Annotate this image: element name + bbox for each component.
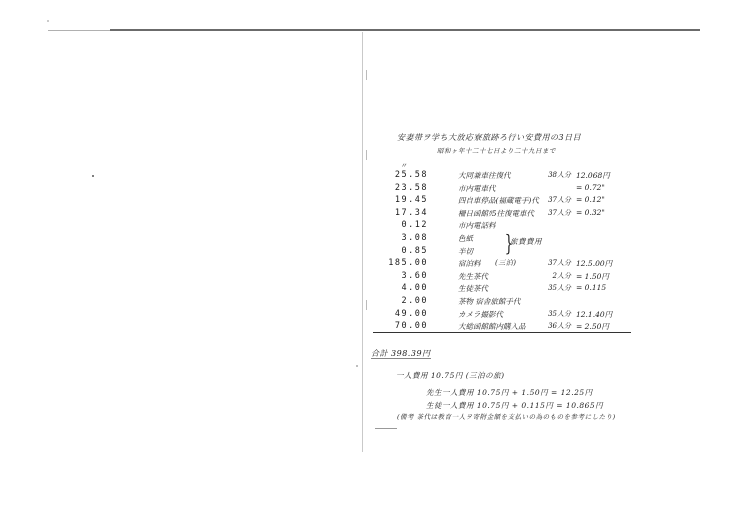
document-subtitle: 昭和ヶ年十二十七日より二十九日まで bbox=[437, 147, 556, 155]
fold-mark bbox=[366, 300, 367, 310]
total-line: 合計 398.39円 bbox=[371, 349, 431, 358]
row-label: 生徒茶代 bbox=[458, 284, 488, 293]
row-price: = 2.50円 bbox=[576, 322, 609, 331]
row-label: カメラ撮影代 bbox=[458, 310, 503, 319]
row-amount: 49.00 bbox=[394, 309, 428, 319]
row-label: 柵日函館ﾘ5往復電車代 bbox=[458, 209, 535, 218]
page-fold bbox=[362, 32, 363, 452]
row-amount: 185.00 bbox=[388, 258, 428, 268]
per-person-line: 一人費用 10.75円 (三泊の旅) bbox=[396, 371, 505, 380]
row-qty: 37人分 bbox=[548, 196, 571, 204]
qty-paren: (三泊) bbox=[495, 259, 517, 267]
row-amount: 19.45 bbox=[394, 195, 428, 205]
brace-icon: } bbox=[504, 232, 514, 257]
row-label: 四自車停品(福蔵電手)代 bbox=[458, 196, 539, 205]
note-line: (備考 茶代は教育一人ヲ寄附金額を支払いの為のものを参考にしたり) bbox=[397, 413, 616, 421]
row-amount: 0.12 bbox=[401, 220, 428, 230]
row-label: 大同兼車往復代 bbox=[458, 171, 511, 180]
tick-mark: 〃 bbox=[400, 162, 407, 170]
top-edge-rule bbox=[110, 29, 700, 31]
scan-speck bbox=[47, 20, 49, 22]
scan-speck bbox=[356, 365, 358, 367]
row-price: 12.5.00円 bbox=[576, 259, 613, 268]
row-qty: 37人分 bbox=[548, 209, 571, 217]
row-amount: 25.58 bbox=[394, 170, 428, 180]
document-title: 安妻帯ヲ学ち大放応寮旅跡ろ行い安費用の3日目 bbox=[397, 133, 582, 142]
row-price: = 0.115 bbox=[576, 283, 607, 292]
row-label: 宿泊料 bbox=[458, 259, 481, 268]
row-price: 12.068円 bbox=[576, 171, 610, 180]
row-amount: 70.00 bbox=[394, 321, 428, 331]
row-qty: 35人分 bbox=[548, 310, 571, 318]
row-price: 12.1.40円 bbox=[576, 310, 613, 319]
total-underline bbox=[371, 358, 431, 359]
row-amount: 2.00 bbox=[401, 296, 428, 306]
row-label: 先生茶代 bbox=[458, 272, 488, 281]
row-label: 茶物 宿舎旅館手代 bbox=[458, 297, 521, 306]
row-amount: 17.34 bbox=[394, 208, 428, 218]
row-qty: 2人分 bbox=[552, 272, 571, 280]
row-amount: 3.60 bbox=[401, 271, 428, 281]
row-label: 市内電話料 bbox=[458, 221, 496, 230]
row-price: = 0.72" bbox=[576, 183, 605, 192]
top-edge-rule-left bbox=[48, 30, 110, 31]
row-amount: 4.00 bbox=[401, 283, 428, 293]
row-price: = 1.50円 bbox=[576, 272, 609, 281]
row-label: 大総函館館内購入品 bbox=[458, 322, 526, 331]
row-price: = 0.12" bbox=[576, 195, 605, 204]
row-qty: 37人分 bbox=[548, 259, 571, 267]
bottom-mark bbox=[375, 428, 397, 429]
row-amount: 0.85 bbox=[401, 246, 428, 256]
row-amount: 23.58 bbox=[394, 183, 428, 193]
scan-speck bbox=[92, 175, 94, 177]
fold-mark bbox=[366, 150, 367, 160]
row-amount: 3.08 bbox=[401, 233, 428, 243]
row-qty: 38人分 bbox=[548, 171, 571, 179]
row-price: = 0.32" bbox=[576, 208, 605, 217]
row-label: 半切 bbox=[458, 247, 473, 256]
student-line: 生徒一人費用 10.75円 + 0.115円 = 10.865円 bbox=[426, 401, 604, 410]
fold-mark bbox=[366, 70, 367, 80]
teacher-line: 先生一人費用 10.75円 + 1.50円 = 12.25円 bbox=[426, 388, 593, 397]
total-rule bbox=[373, 332, 631, 333]
row-qty: 36人分 bbox=[548, 322, 571, 330]
row-label: 色紙 bbox=[458, 234, 473, 243]
row-qty: 35人分 bbox=[548, 284, 571, 292]
brace-note: 旅費費用 bbox=[510, 237, 542, 246]
row-label: 市内電車代 bbox=[458, 184, 496, 193]
